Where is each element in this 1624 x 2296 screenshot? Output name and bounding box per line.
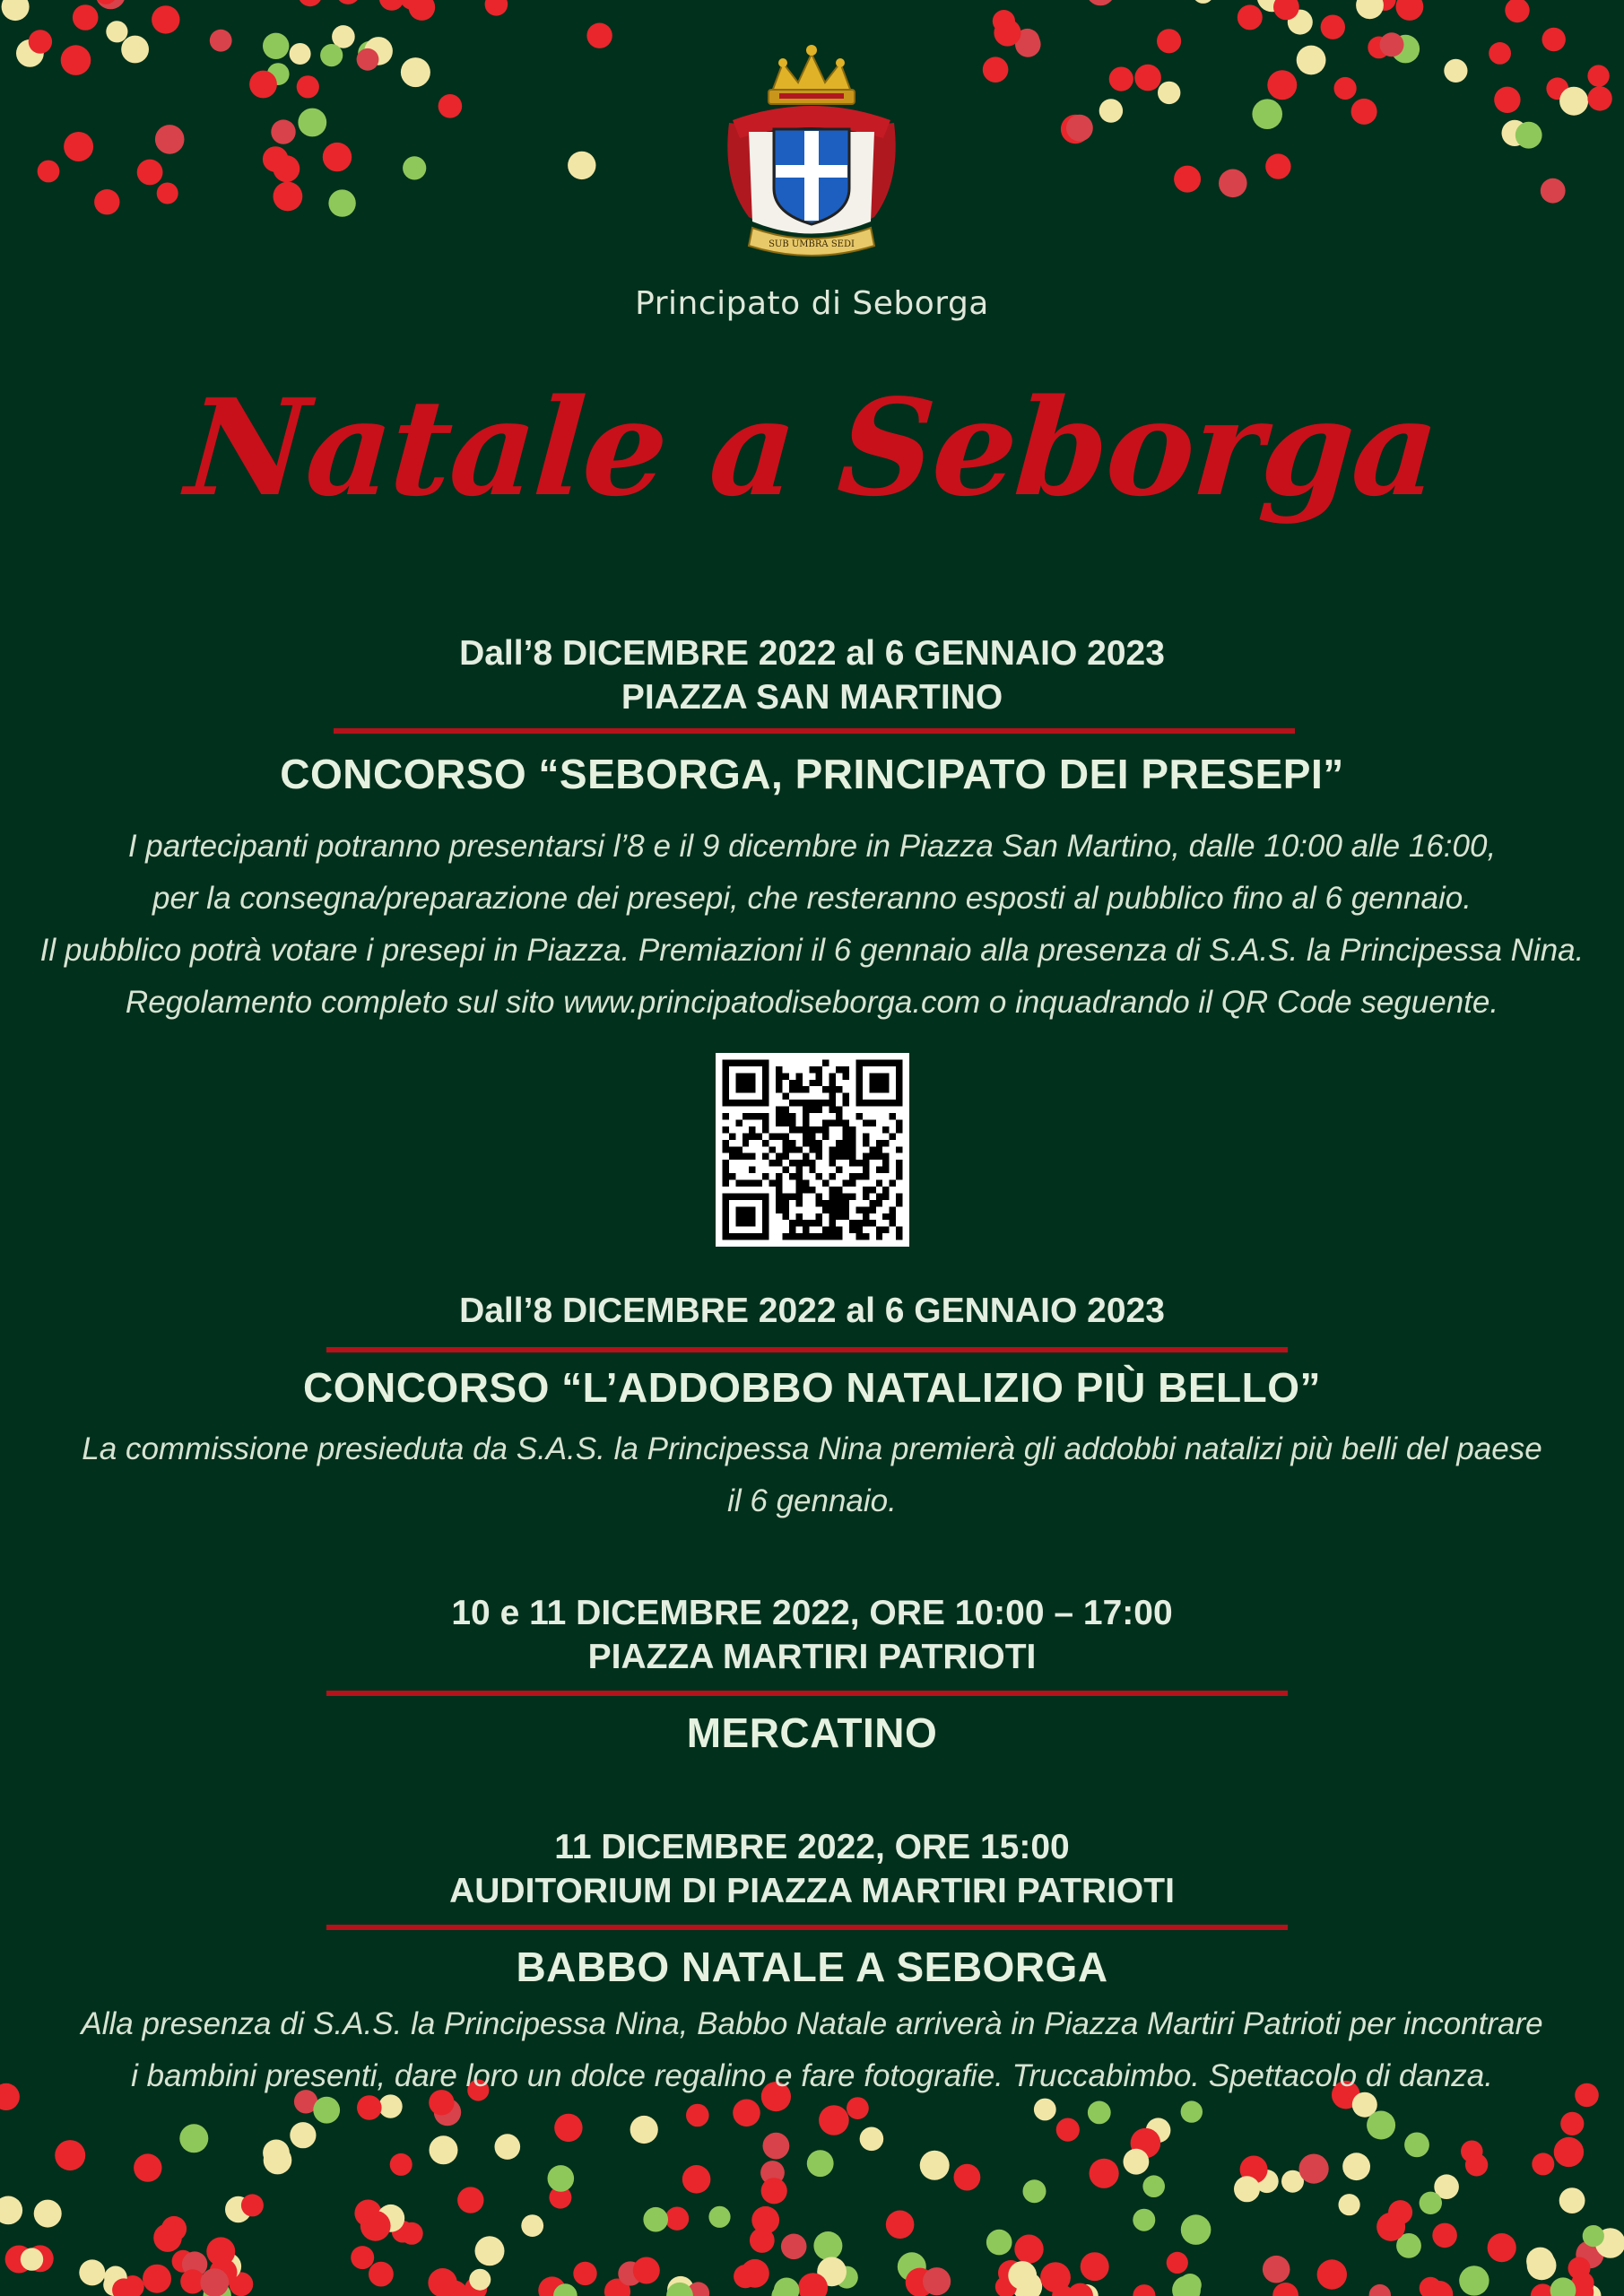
event-1-description-line-1: I partecipanti potranno presentarsi l’8 e il 9 dicembre in Piazza San Martino, dalle 10:00 alle 16:00, [127, 829, 1497, 864]
event-1-title: CONCORSO “SEBORGA, PRINCIPATO DEI PRESEPI” [280, 751, 1344, 797]
event-1-divider [334, 728, 1295, 734]
event-1-date: Dall’8 DICEMBRE 2022 al 6 GENNAIO 2023 [459, 634, 1165, 673]
event-2-divider [326, 1347, 1288, 1352]
event-3-place: PIAZZA MARTIRI PATRIOTI [587, 1638, 1037, 1676]
event-4-divider [326, 1925, 1288, 1930]
page-title: Natale a Seborga [181, 370, 1443, 526]
event-4-description-line-2: i bambini presenti, dare loro un dolce regalino e fare fotografie. Truccabimbo. Spettacolo di danza. [131, 2058, 1493, 2093]
event-2-description-line-1: La commissione presieduta da S.A.S. la Principessa Nina premierà gli addobbi natalizi più belli del paese [82, 1431, 1542, 1466]
principality-name: Principato di Seborga [635, 285, 989, 322]
event-1-place: PIAZZA SAN MARTINO [621, 678, 1003, 717]
event-2-title: CONCORSO “L’ADDOBBO NATALIZIO PIÙ BELLO” [302, 1364, 1322, 1411]
event-4-title: BABBO NATALE A SEBORGA [516, 1944, 1108, 1990]
coat-of-arms-icon [713, 38, 910, 262]
qr-code-icon[interactable] [716, 1053, 909, 1247]
event-4-description-line-1: Alla presenza di S.A.S. la Principessa Nina, Babbo Natale arriverà in Piazza Martiri Patrioti per incontrare [81, 2006, 1543, 2041]
crest-motto: SUB UMBRA SEDI [769, 239, 855, 249]
event-1-description-line-4: Regolamento completo sul sito www.principatodiseborga.com o inquadrando il QR Code seguente. [125, 985, 1499, 1020]
event-2-description-line-2: il 6 gennaio. [727, 1483, 897, 1518]
event-3-date: 10 e 11 DICEMBRE 2022, ORE 10:00 – 17:00 [451, 1594, 1173, 1632]
event-3-title: MERCATINO [686, 1709, 938, 1756]
event-2-date: Dall’8 DICEMBRE 2022 al 6 GENNAIO 2023 [459, 1292, 1165, 1330]
event-4-date: 11 DICEMBRE 2022, ORE 15:00 [554, 1828, 1070, 1866]
event-3-divider [326, 1691, 1288, 1696]
event-1-description-line-3: Il pubblico potrà votare i presepi in Piazza. Premiazioni il 6 gennaio alla presenza di S.A.S. la Principessa Nina. [39, 933, 1585, 968]
event-1-description-line-2: per la consegna/preparazione dei presepi, che resteranno esposti al pubblico fino al 6 gennaio. [152, 881, 1472, 916]
event-4-place: AUDITORIUM DI PIAZZA MARTIRI PATRIOTI [449, 1872, 1175, 1910]
